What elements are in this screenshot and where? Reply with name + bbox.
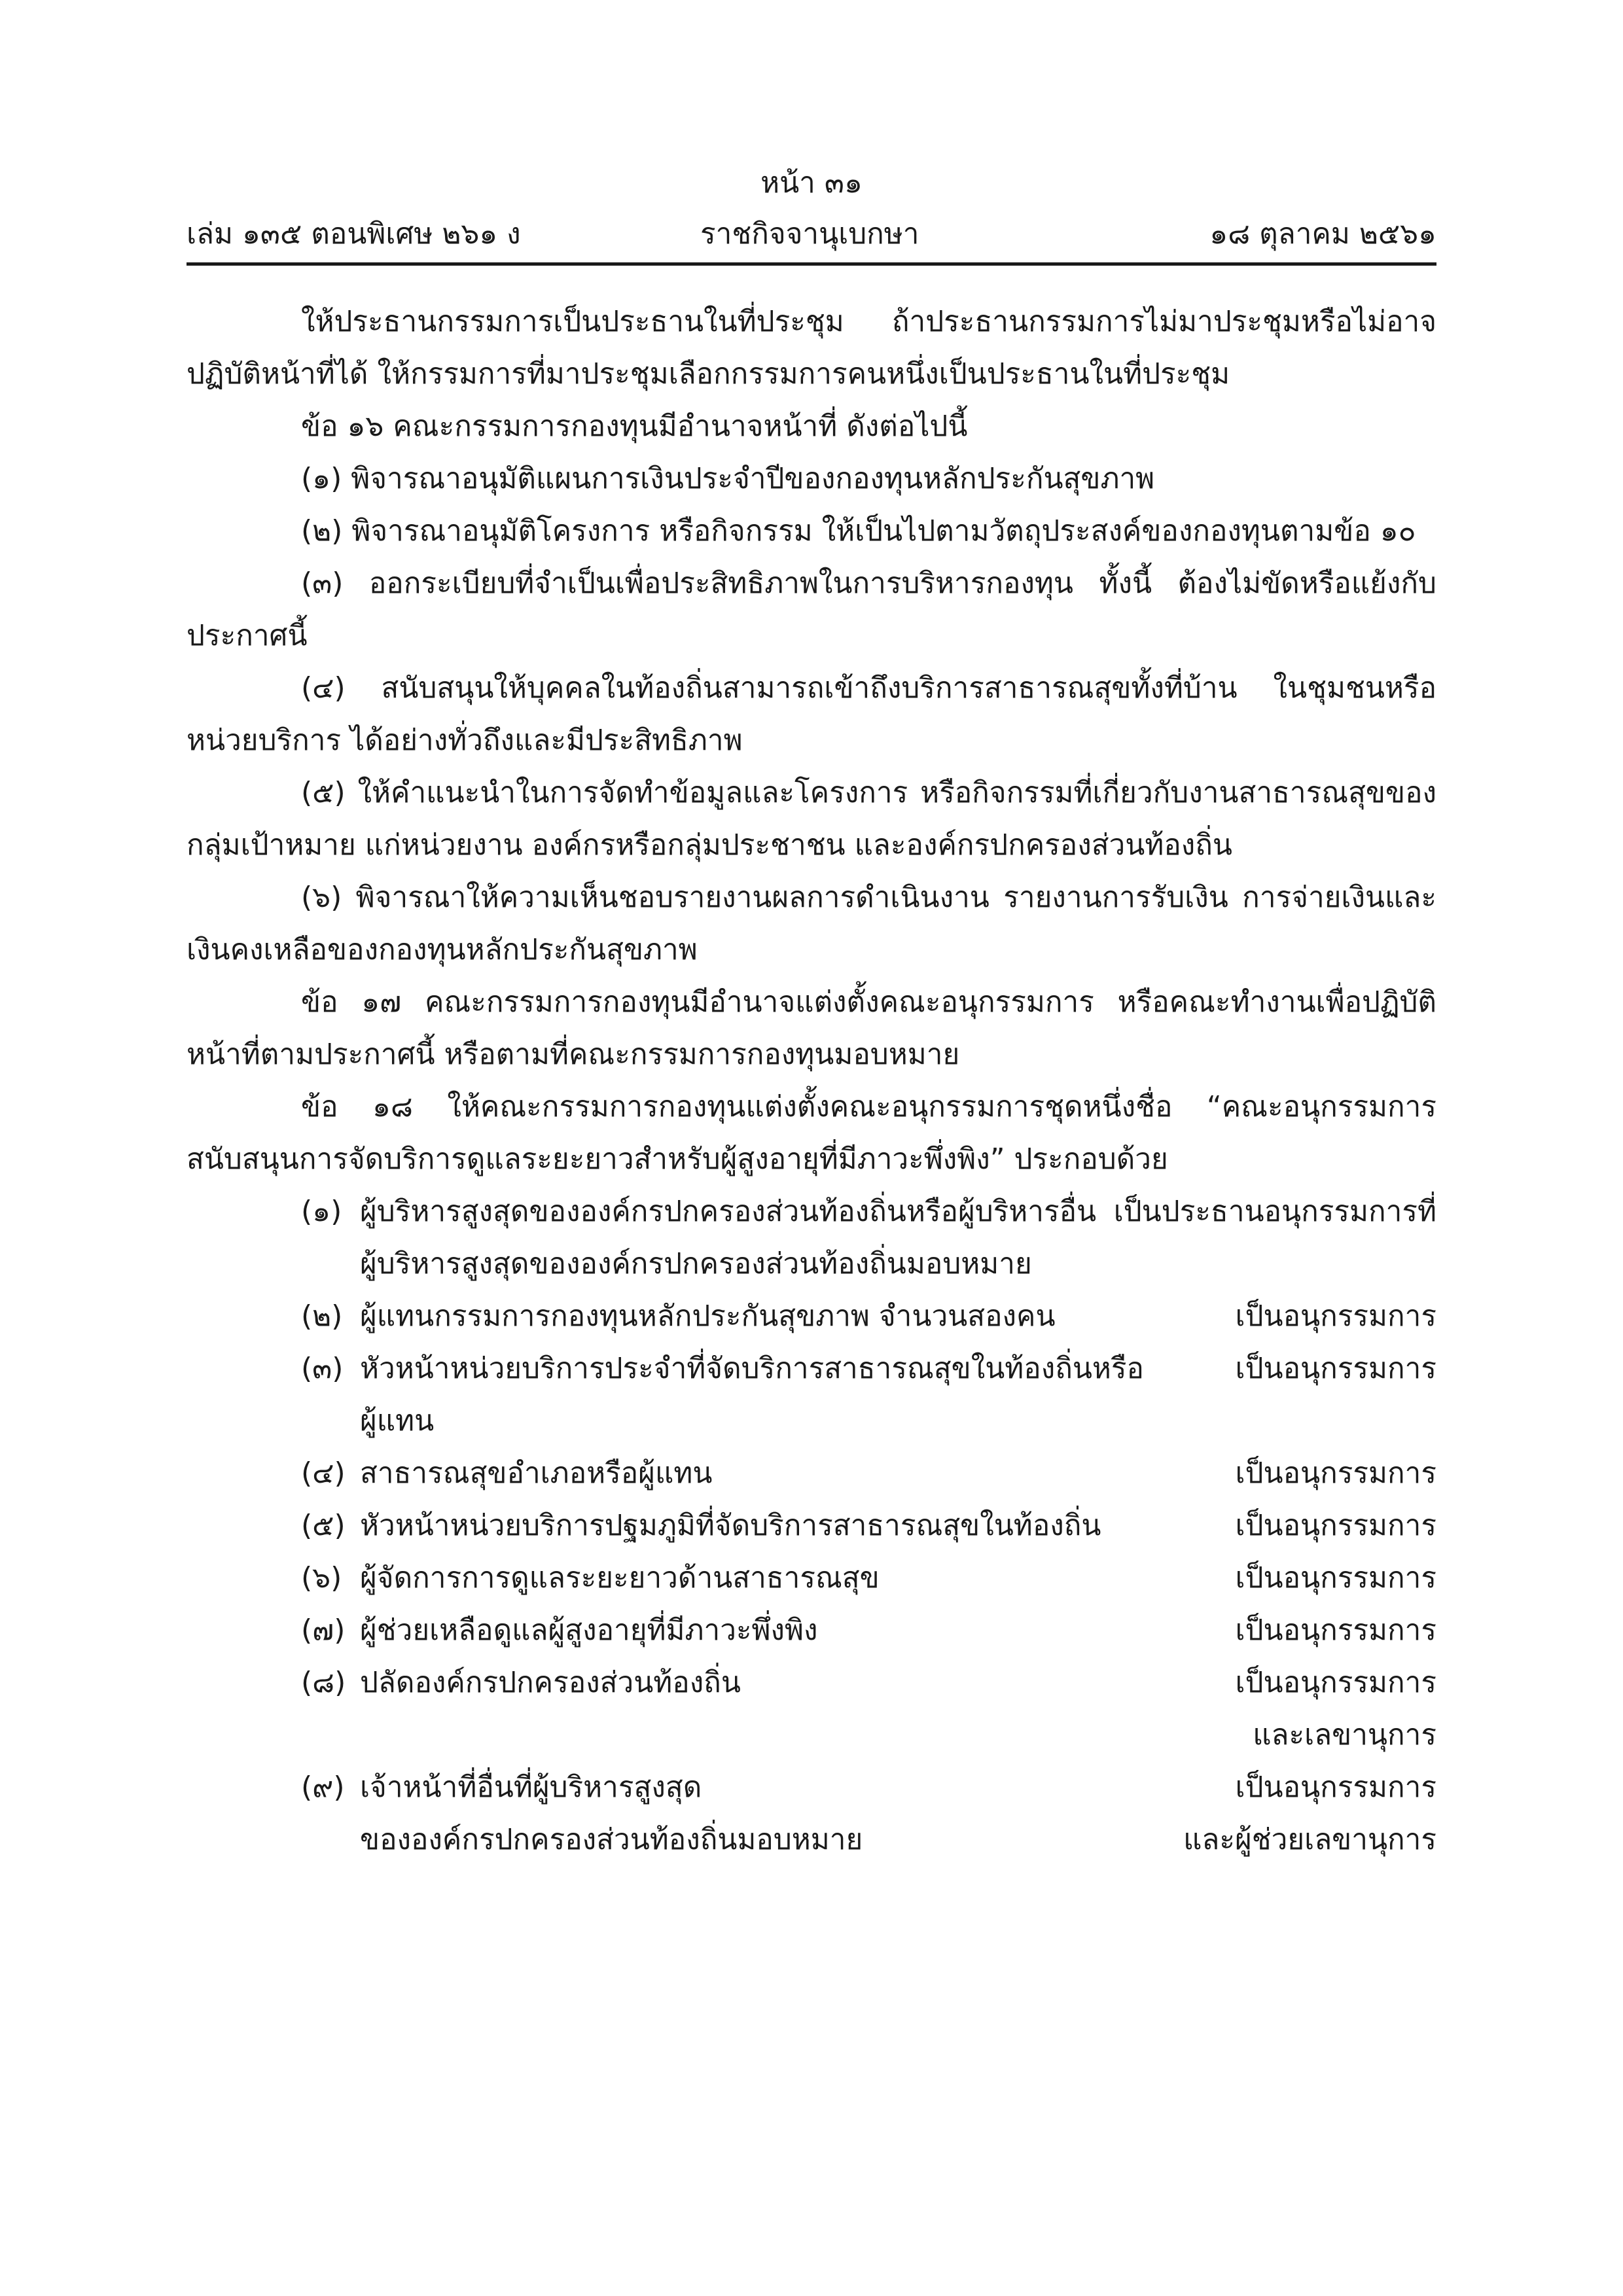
clause-16-item-3: (๓) ออกระเบียบที่จำเป็นเพื่อประสิทธิภาพในการบริหารกองทุน ทั้งนี้ ต้องไม่ขัดหรือแย้งกับประกาศนี้ bbox=[187, 567, 1436, 652]
member-role-secondary: และเลขานุการ bbox=[1253, 1718, 1436, 1752]
member-number: (๘) bbox=[301, 1666, 346, 1699]
clause-16-item-1: (๑) พิจารณาอนุมัติแผนการเงินประจำปีของกองทุนหลักประกันสุขภาพ bbox=[301, 462, 1155, 495]
member-3 bbox=[187, 1343, 1436, 1447]
member-role: เป็นอนุกรรมการ bbox=[1235, 1299, 1436, 1333]
member-6 bbox=[187, 1552, 1436, 1604]
member-number: (๙) bbox=[301, 1771, 345, 1804]
member-name: ผู้ช่วยเหลือดูแลผู้สูงอายุที่มีภาวะพึ่งพิง bbox=[360, 1614, 818, 1647]
clause-18: ข้อ ๑๘ ให้คณะกรรมการกองทุนแต่งตั้งคณะอนุกรรมการชุดหนึ่งชื่อ “คณะอนุกรรมการสนับสนุนการจัดบริการดูแลระยะยาวสำหรับผู้สูงอายุที่มีภาวะพึ่งพิง” ประกอบด้วย bbox=[187, 1090, 1436, 1176]
member-role-block bbox=[1236, 1657, 1436, 1761]
member-name: หัวหน้าหน่วยบริการประจำที่จัดบริการสาธารณสุขในท้องถิ่นหรือผู้แทน bbox=[360, 1352, 1144, 1438]
member-number: (๕) bbox=[301, 1509, 346, 1542]
publication-title: ราชกิจจานุเบกษา bbox=[700, 217, 919, 251]
member-5 bbox=[187, 1500, 1436, 1552]
member-number: (๓) bbox=[301, 1352, 344, 1385]
member-name: ผู้จัดการการดูแลระยะยาวด้านสาธารณสุข bbox=[360, 1561, 880, 1595]
member-name: สาธารณสุขอำเภอหรือผู้แทน bbox=[360, 1457, 713, 1490]
member-role: เป็นอนุกรรมการ bbox=[1235, 1509, 1436, 1542]
gazette-header bbox=[187, 208, 1436, 260]
clause-16: ข้อ ๑๖ คณะกรรมการกองทุนมีอำนาจหน้าที่ ดังต่อไปนี้ bbox=[301, 410, 968, 443]
member-1 bbox=[187, 1186, 1436, 1290]
member-role: เป็นอนุกรรมการ bbox=[1235, 1666, 1436, 1699]
member-number: (๗) bbox=[301, 1614, 346, 1647]
member-name-continued: ขององค์กรปกครองส่วนท้องถิ่นมอบหมาย bbox=[360, 1823, 863, 1856]
member-role: เป็นอนุกรรมการ bbox=[1235, 1352, 1436, 1385]
member-role: เป็นอนุกรรมการ bbox=[1235, 1561, 1436, 1595]
volume-info: เล่ม ๑๓๕ ตอนพิเศษ ๒๖๑ ง bbox=[187, 217, 521, 251]
publication-date: ๑๘ ตุลาคม ๒๕๖๑ bbox=[1209, 217, 1436, 251]
header-divider bbox=[187, 262, 1436, 266]
member-role-block bbox=[1183, 1761, 1436, 1866]
clause-16-item-2: (๒) พิจารณาอนุมัติโครงการ หรือกิจกรรม ให้เป็นไปตามวัตถุประสงค์ของกองทุนตามข้อ ๑๐ bbox=[301, 514, 1416, 548]
member-name: หัวหน้าหน่วยบริการปฐมภูมิที่จัดบริการสาธารณสุขในท้องถิ่น bbox=[360, 1509, 1101, 1542]
member-name: ปลัดองค์กรปกครองส่วนท้องถิ่น bbox=[360, 1666, 741, 1699]
member-8 bbox=[187, 1657, 1436, 1761]
document-body bbox=[187, 296, 1436, 1866]
member-number: (๔) bbox=[301, 1457, 346, 1490]
member-2 bbox=[187, 1290, 1436, 1343]
member-number: (๒) bbox=[301, 1299, 343, 1333]
member-name: ผู้แทนกรรมการกองทุนหลักประกันสุขภาพ จำนวนสองคน bbox=[360, 1299, 1056, 1333]
member-role: เป็นอนุกรรมการ bbox=[1235, 1614, 1436, 1647]
member-9 bbox=[187, 1761, 1436, 1866]
member-role: เป็นอนุกรรมการ bbox=[1235, 1771, 1436, 1804]
member-name: ผู้บริหารสูงสุดขององค์กรปกครองส่วนท้องถิ่นหรือผู้บริหารอื่น เป็นประธานอนุกรรมการที่ผู้บริหารสูงสุดขององค์กรปกครองส่วนท้องถิ่นมอบหมาย bbox=[360, 1195, 1436, 1280]
page-number: หน้า ๓๑ bbox=[760, 166, 863, 200]
member-number: (๑) bbox=[301, 1195, 342, 1228]
member-number: (๖) bbox=[301, 1561, 342, 1595]
member-4 bbox=[187, 1447, 1436, 1500]
member-role-secondary: และผู้ช่วยเลขานุการ bbox=[1183, 1823, 1436, 1856]
paragraph-chair: ให้ประธานกรรมการเป็นประธานในที่ประชุม ถ้าประธานกรรมการไม่มาประชุมหรือไม่อาจปฏิบัติหน้าที่ได้ ให้กรรมการที่มาประชุมเลือกกรรมการคนหนึ่งเป็นประธานในที่ประชุม bbox=[187, 305, 1436, 391]
clause-17: ข้อ ๑๗ คณะกรรมการกองทุนมีอำนาจแต่งตั้งคณะอนุกรรมการ หรือคณะทำงานเพื่อปฏิบัติหน้าที่ตามประกาศนี้ หรือตามที่คณะกรรมการกองทุนมอบหมาย bbox=[187, 985, 1436, 1071]
clause-16-item-5: (๕) ให้คำแนะนำในการจัดทำข้อมูลและโครงการ หรือกิจกรรมที่เกี่ยวกับงานสาธารณสุขของกลุ่มเป้าหมาย แก่หน่วยงาน องค์กรหรือกลุ่มประชาชน และองค์กรปกครองส่วนท้องถิ่น bbox=[187, 776, 1436, 862]
member-name: เจ้าหน้าที่อื่นที่ผู้บริหารสูงสุด bbox=[360, 1771, 702, 1804]
member-7 bbox=[187, 1604, 1436, 1657]
clause-16-item-6: (๖) พิจารณาให้ความเห็นชอบรายงานผลการดำเนินงาน รายงานการรับเงิน การจ่ายเงินและเงินคงเหลือของกองทุนหลักประกันสุขภาพ bbox=[187, 881, 1436, 966]
member-role: เป็นอนุกรรมการ bbox=[1235, 1457, 1436, 1490]
clause-16-item-4: (๔) สนับสนุนให้บุคคลในท้องถิ่นสามารถเข้าถึงบริการสาธารณสุขทั้งที่บ้าน ในชุมชนหรือหน่วยบริการ ได้อย่างทั่วถึงและมีประสิทธิภาพ bbox=[187, 671, 1436, 757]
